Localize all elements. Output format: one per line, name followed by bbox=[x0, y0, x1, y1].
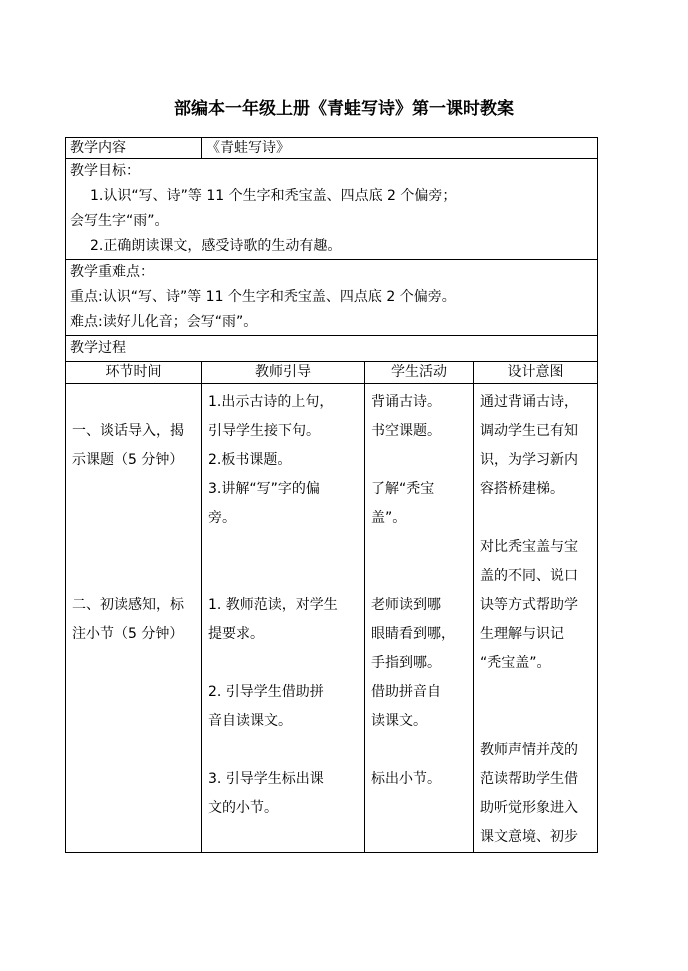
process-label: 教学过程 bbox=[66, 336, 598, 362]
activity-line: 盖”。 bbox=[371, 510, 407, 526]
activity-line: 手指到哪。 bbox=[371, 655, 441, 671]
header-stage-time: 环节时间 bbox=[66, 362, 202, 384]
process-header-row bbox=[66, 362, 598, 384]
objective-line: 会写生字“雨”。 bbox=[70, 213, 169, 229]
guidance-line: 引导学生接下句。 bbox=[208, 423, 320, 439]
key-points-section bbox=[66, 260, 598, 336]
stage-line: 注小节（5 分钟） bbox=[72, 626, 184, 642]
process-table bbox=[65, 361, 598, 853]
activity-line: 书空课题。 bbox=[371, 423, 441, 439]
guidance-line: 音自读课文。 bbox=[208, 713, 292, 729]
intent-line: 助听觉形象进入 bbox=[480, 800, 578, 816]
activity-line: 老师读到哪 bbox=[371, 597, 441, 613]
key-point-line: 重点:认识“写、诗”等 11 个生字和秃宝盖、四点底 2 个偏旁。 bbox=[70, 289, 456, 305]
key-point-line: 难点:读好儿化音；会写“雨”。 bbox=[70, 314, 258, 330]
document-title: 部编本一年级上册《青蛙写诗》第一课时教案 bbox=[174, 99, 514, 119]
stage-line: 二、初读感知，标 bbox=[72, 597, 184, 613]
stage-line: 一、谈话导入，揭 bbox=[72, 423, 184, 439]
lesson-plan bbox=[65, 137, 598, 853]
guidance-line: 1.出示古诗的上句， bbox=[208, 394, 334, 410]
guidance-line: 3.讲解“写”字的偏 bbox=[208, 481, 320, 497]
intent-line: 通过背诵古诗， bbox=[480, 394, 578, 410]
activity-line: 标出小节。 bbox=[371, 771, 441, 787]
activity-line: 读课文。 bbox=[371, 713, 427, 729]
header-student-activity: 学生活动 bbox=[365, 362, 474, 384]
activity-line: 借助拼音自 bbox=[371, 684, 441, 700]
intent-line: 生理解与识记 bbox=[480, 626, 564, 642]
objectives-label: 教学目标： bbox=[70, 163, 140, 179]
student-activity-cell bbox=[365, 384, 474, 853]
guidance-line: 旁。 bbox=[208, 510, 236, 526]
intent-line: 诀等方式帮助学 bbox=[480, 597, 578, 613]
stage-time-cell bbox=[66, 384, 202, 853]
guidance-line: 3. 引导学生标出课 bbox=[208, 771, 324, 787]
process-body-row bbox=[66, 384, 598, 853]
intent-line: 教师声情并茂的 bbox=[480, 742, 578, 758]
intent-line: “秃宝盖”。 bbox=[480, 655, 551, 671]
intent-line: 盖的不同、说口 bbox=[480, 568, 578, 584]
activity-line: 了解“秃宝 bbox=[371, 481, 435, 497]
stage-line: 示课题（5 分钟） bbox=[72, 452, 184, 468]
activity-line: 眼睛看到哪， bbox=[371, 626, 455, 642]
key-points-label: 教学重难点： bbox=[70, 264, 154, 280]
intent-line: 对比秃宝盖与宝 bbox=[480, 539, 578, 555]
info-table bbox=[65, 137, 598, 362]
objective-line: 1.认识“写、诗”等 11 个生字和秃宝盖、四点底 2 个偏旁； bbox=[90, 188, 457, 204]
objective-line: 2.正确朗读课文，感受诗歌的生动有趣。 bbox=[90, 238, 342, 254]
guidance-line: 文的小节。 bbox=[208, 800, 278, 816]
header-design-intent: 设计意图 bbox=[474, 362, 598, 384]
content-value: 《青蛙写诗》 bbox=[202, 138, 598, 159]
content-label: 教学内容 bbox=[66, 138, 202, 159]
activity-line: 背诵古诗。 bbox=[371, 394, 441, 410]
header-teacher-guidance: 教师引导 bbox=[202, 362, 365, 384]
intent-line: 容搭桥建梯。 bbox=[480, 481, 564, 497]
guidance-line: 2. 引导学生借助拼 bbox=[208, 684, 324, 700]
intent-line: 识，为学习新内 bbox=[480, 452, 578, 468]
guidance-line: 1. 教师范读，对学生 bbox=[208, 597, 338, 613]
intent-line: 调动学生已有知 bbox=[480, 423, 578, 439]
design-intent-cell bbox=[474, 384, 598, 853]
guidance-line: 2.板书课题。 bbox=[208, 452, 292, 468]
objectives-section bbox=[66, 159, 598, 260]
teacher-guidance-cell bbox=[202, 384, 365, 853]
intent-line: 课文意境、初步 bbox=[480, 829, 578, 845]
intent-line: 范读帮助学生借 bbox=[480, 771, 578, 787]
guidance-line: 提要求。 bbox=[208, 626, 264, 642]
